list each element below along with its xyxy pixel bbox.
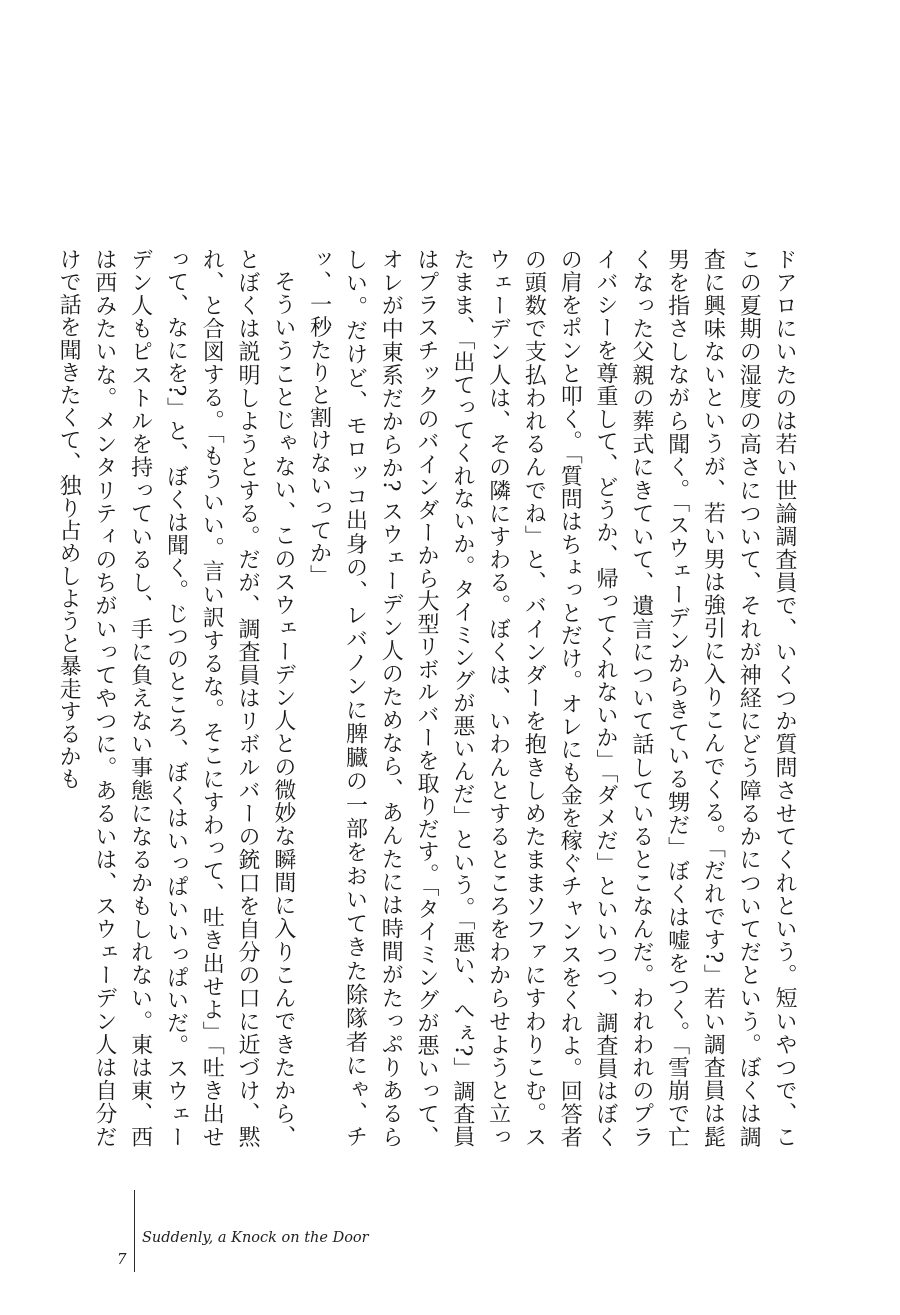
- paragraph-2: そういうことじゃない、このスウェーデン人との微妙な瞬間に入りこんできたから、とぼくは説明しようとする。だが、調査員はリボルバーの銃口を自分の口に近づけ、黙れ、と合図する。「もういい。言い訳するな。そこにすわって、吐き出せよ」「吐き出せって、なにを?」と、ぼくは聞く。じつのところ、ぼくはいっぱいいっぱいだ。スウェーデン人もピストルを持っているし、手に負えない事態になるかもしれない。東は東、西は西みたいな。メンタリティのちがいってやつに。あるいは、スウェーデン人は自分だけで話を聞きたくて、独り占めしようと暴走するかも: [56, 248, 296, 1148]
- footer-divider: [134, 1190, 135, 1272]
- paragraph-1: ドアロにいたのは若い世論調査員で、いくつか質問させてくれという。短いやつで、ここの夏期の湿度の高さについて、それが神経にどう障るかについてだという。ぼくは調査に興味ないというが、若い男は強引に入りこんでくる。「だれです?」若い調査員は髭男を指さしながら聞く。「スウェーデンからきている甥だ」ぼくは嘘をつく。「雪崩で亡くなった父親の葬式にきていて、遺言について話しているとこなんだ。われわれのプライバシーを尊重して、どうか、帰ってくれないか」「ダメだ」といいつつ、調査員はぼくの肩をポンと叩く。「質問はちょっとだけ。オレにも金を稼ぐチャンスをくれよ。回答者の頭数で支払われるんでね」と、バインダーを抱きしめたままソファにすわりこむ。スウェーデン人は、その隣にすわる。ぼくは、いわんとするところをわからせようと立ったまま、「出てってくれないか。タイミングが悪いんだ」という。「悪い、へぇ?」調査員はプラスチックのバインダーから大型リボルバーを取りだす。「タイミングが悪いって、オレが中東系だからか? スウェーデン人のためなら、あんたには時間がたっぷりあるらしい。だけど、モロッコ出身の、レバノンに脾臓の一部をおいてきた除隊者にゃ、チッ、一秒たりと割けないってか」: [306, 248, 797, 1148]
- running-title: Suddenly, a Knock on the Door: [142, 1230, 369, 1246]
- page-number: 7: [117, 1250, 127, 1268]
- body-text: [56, 248, 802, 1148]
